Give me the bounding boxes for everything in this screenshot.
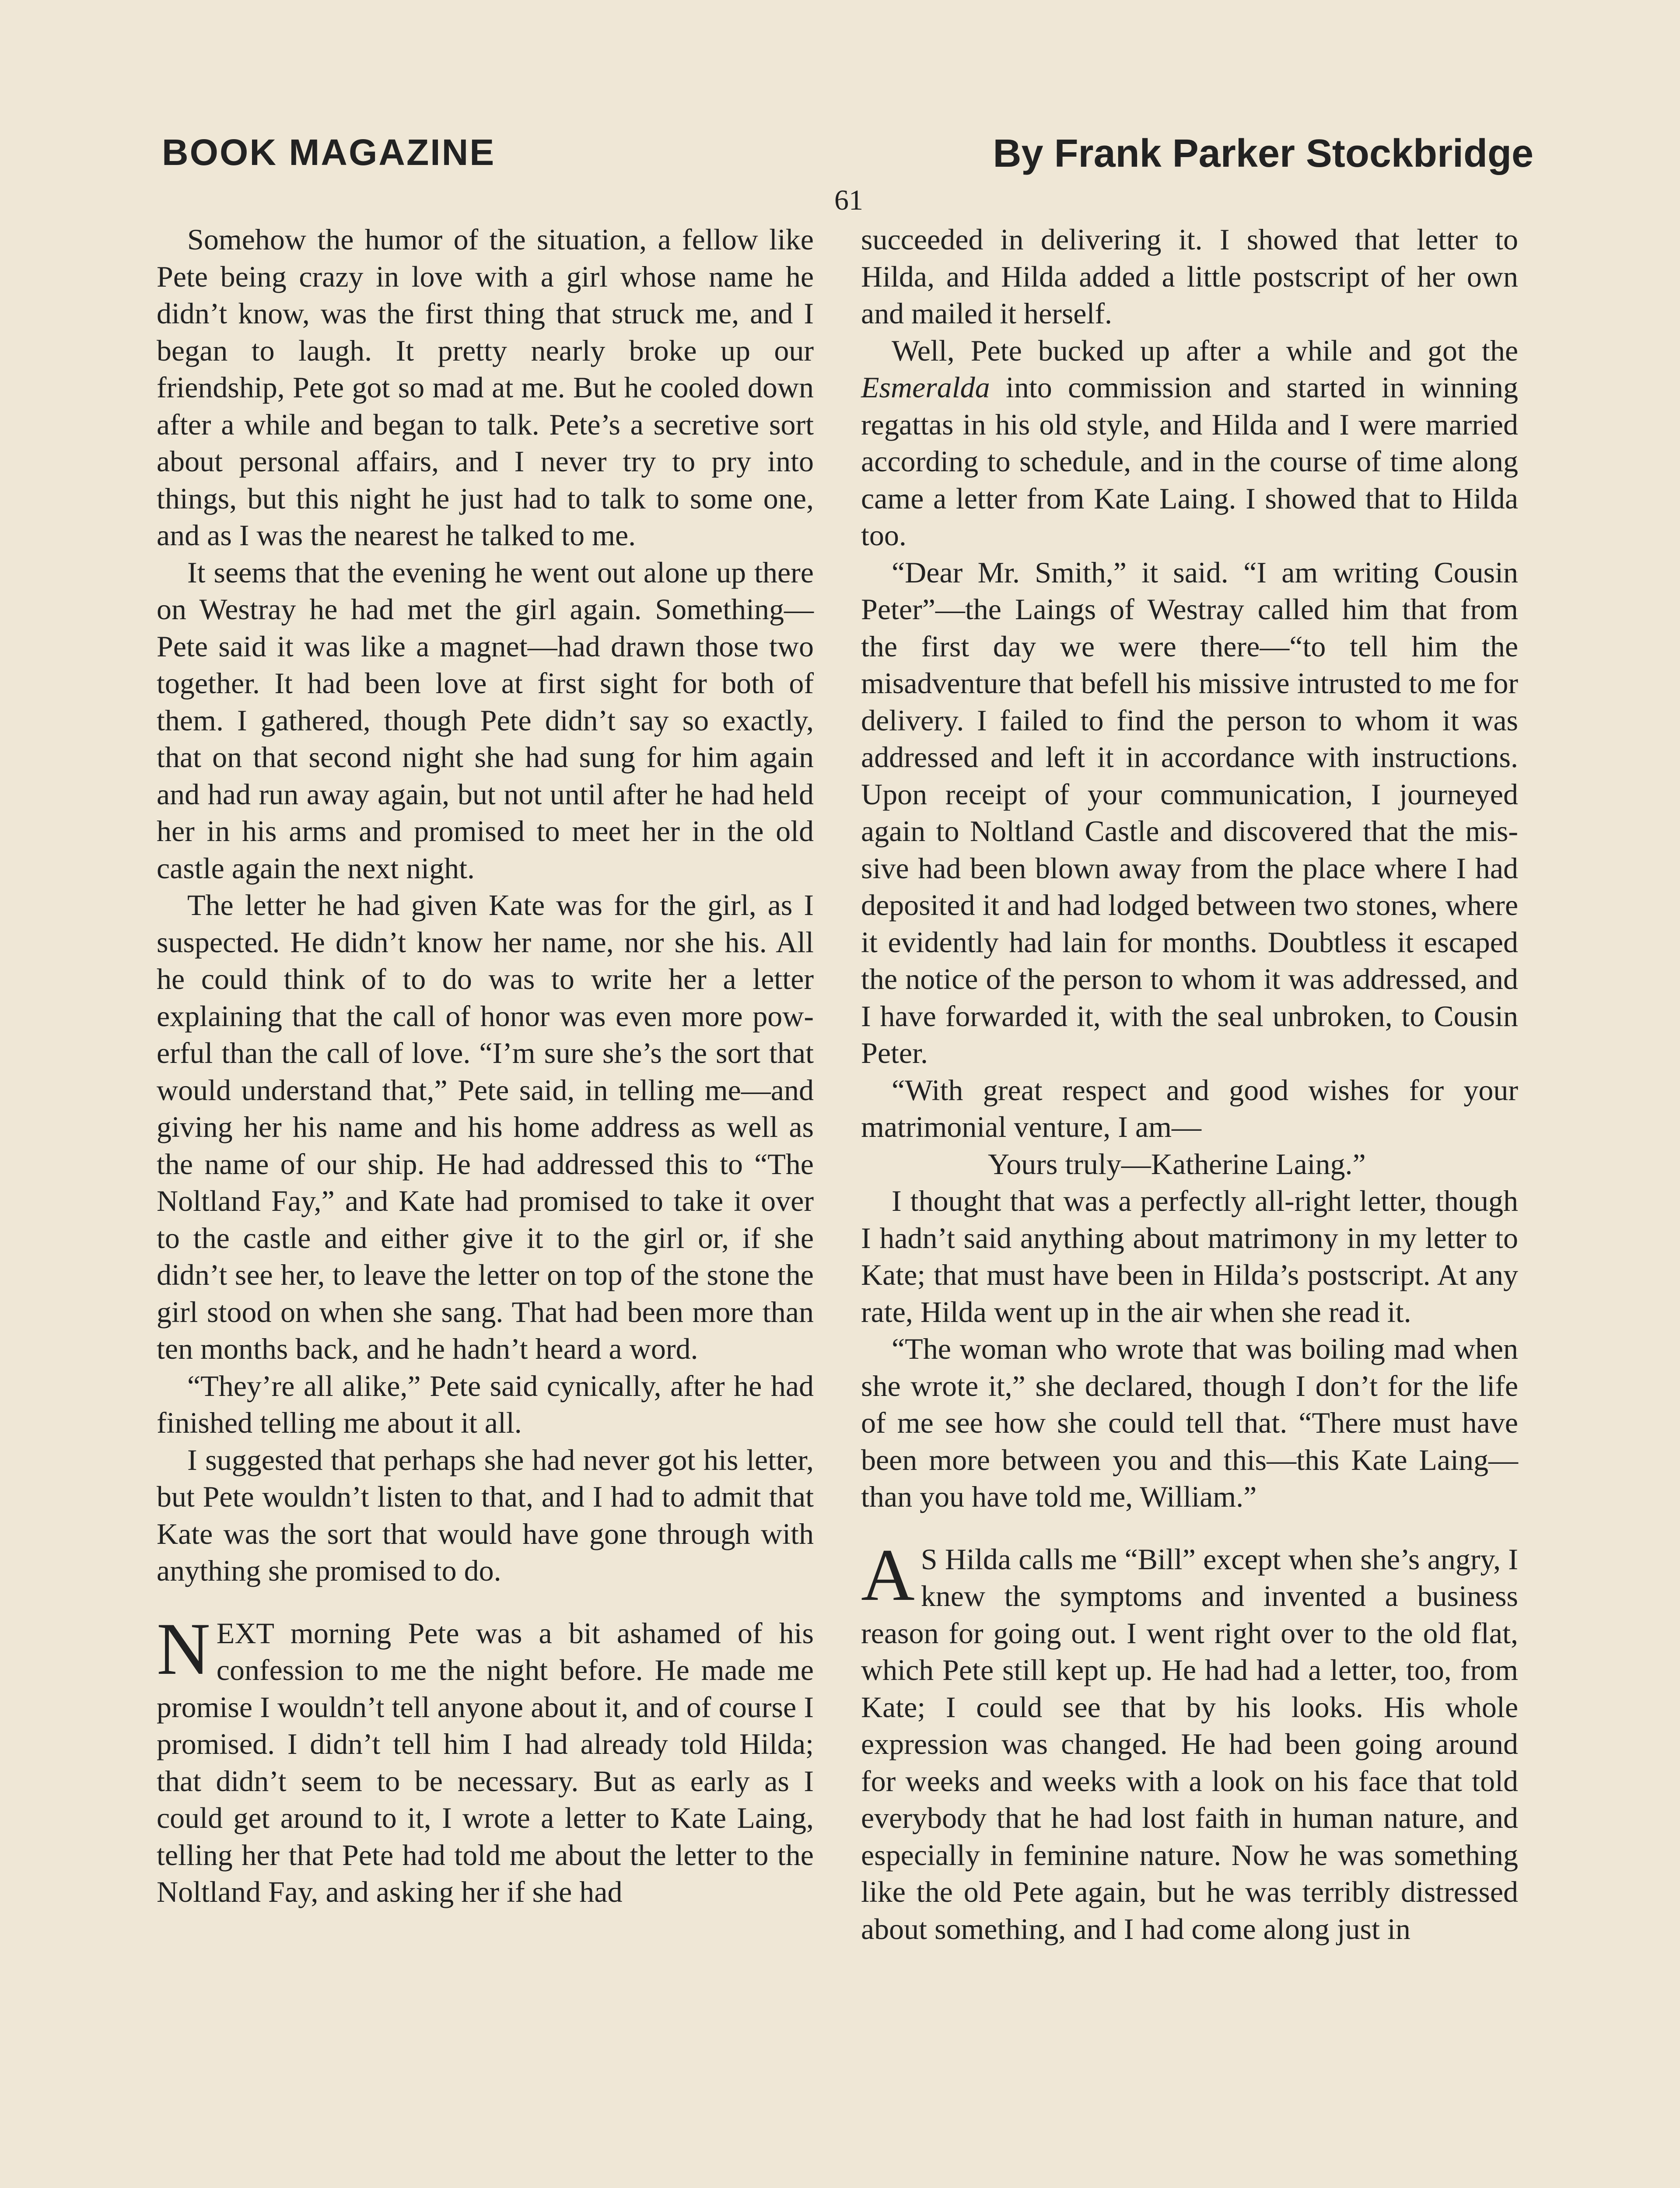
paragraph-text: S Hilda calls me “Bill” except when she’s angry, I knew the symptoms and invented a business reason for going out. I went right over to the old flat, which Pete still kept up. He had had a letter, too, from Kate; I could see that by his looks. His whole expression was changed. He had been going around for weeks and weeks with a look on his face that told everybody that he had lost faith in human nature, and especially in feminine nature. Now he was something like the old Pete again, but he was terribly distressed about something, and I had come along just in <box>861 1542 1518 1946</box>
paragraph: “With great respect and good wishes for your matrimonial venture, I am— <box>861 1073 1518 1143</box>
author-byline: By Frank Parker Stockbridge <box>993 132 1533 175</box>
paragraph: “The woman who wrote that was boiling mad when she wrote it,” she declared, though I don’t for the life of me see how she could tell that. “There must have been more between you and this—this Kate Laing—than you have told me, William.” <box>861 1332 1518 1513</box>
letter-signature: Yours truly—Katherine Laing.” <box>988 1147 1366 1181</box>
left-column <box>157 221 814 1911</box>
drop-cap: N <box>157 1607 210 1690</box>
paragraph: The letter he had given Kate was for the girl, as I suspected. He didn’t know her name, nor she his. All he could think of to do was to write her a letter explaining that the call of honor was even more powerful than the call of love. “I’m sure she’s the sort that would understand that,” Pete said, in telling me—and giving her his name and his home address as well as the name of our ship. He had addressed this to “The Noltland Fay,” and Kate had promised to take it over to the castle and either give it to the girl or, if she didn’t see her, to leave the letter on top of the stone the girl stood on when she sang. That had been more than ten months back, and he hadn’t heard a word. <box>157 888 814 1365</box>
paragraph: I suggested that perhaps she had never got his letter, but Pete wouldn’t listen to that, and I had to admit that Kate was the sort that would have gone through with anything she promised to do. <box>157 1443 814 1587</box>
section-paragraph <box>157 1607 814 1911</box>
section-paragraph <box>861 1533 1518 1948</box>
paragraph: Somehow the humor of the situation, a fellow like Pete being crazy in love with a girl whose name he didn’t know, was the first thing that struck me, and I began to laugh. It pretty nearly broke up our friendship, Pete got so mad at me. But he cooled down after a while and began to talk. Pete’s a secretive sort about personal affairs, and I never try to pry into things, but this night he just had to talk to some one, and as I was the nearest he talked to me. <box>157 223 814 552</box>
paragraph: “Dear Mr. Smith,” it said. “I am writing Cousin Peter”—the Laings of Westray called him that from the first day we were there—“to tell him the misadventure that befell his missive intrusted to me for delivery. I failed to find the person to whom it was addressed and left it in accordance with instructions. Upon receipt of your communication, I journeyed again to Noltland Castle and discovered that the missive had been blown away from the place where I had deposited it and had lodged between two stones, where it evidently had lain for months. Doubtless it escaped the notice of the person to whom it was addressed, and I have forwarded it, with the seal unbroken, to Cousin Peter. <box>861 555 1518 1069</box>
paragraph: “They’re all alike,” Pete said cynically, after he had finished telling me about it all. <box>157 1369 814 1439</box>
ship-name: Esmeralda <box>861 371 990 404</box>
paragraph: succeeded in delivering it. I showed that letter to Hilda, and Hilda added a little postscript of her own and mailed it herself. <box>861 223 1518 330</box>
right-column <box>861 221 1518 1947</box>
page-number: 61 <box>834 184 863 216</box>
drop-cap: A <box>861 1533 915 1616</box>
magazine-title: BOOK MAGAZINE <box>162 132 496 173</box>
paragraph <box>861 332 1518 554</box>
paragraph: I thought that was a perfectly all-right letter, though I hadn’t said anything about matrimony in my letter to Kate; that must have been in Hilda’s postscript. At any rate, Hilda went up in the air when she read it. <box>861 1184 1518 1329</box>
paragraph-text: into commission and started in winning regattas in his old style, and Hilda and I were married according to schedule, and in the course of time along came a letter from Kate Laing. I showed that to Hilda too. <box>861 371 1518 552</box>
paragraph-text: Well, Pete bucked up after a while and got the <box>892 333 1518 367</box>
paragraph: It seems that the evening he went out alone up there on Westray he had met the girl again. Something—Pete said it was like a magnet—had drawn those two together. It had been love at first sight for both of them. I gathered, though Pete didn’t say so exactly, that on that second night she had sung for him again and had run away again, but not until after he had held her in his arms and promised to meet her in the old castle again the next night. <box>157 555 814 885</box>
paragraph-text: EXT morning Pete was a bit ashamed of his confession to me the night before. He made me promise I wouldn’t tell anyone about it, and of course I promised. I didn’t tell him I had already told Hilda; that didn’t seem to be necessary. But as early as I could get around to it, I wrote a letter to Kate Laing, telling her that Pete had told me about the letter to the Noltland Fay, and asking her if she had <box>157 1616 814 1908</box>
